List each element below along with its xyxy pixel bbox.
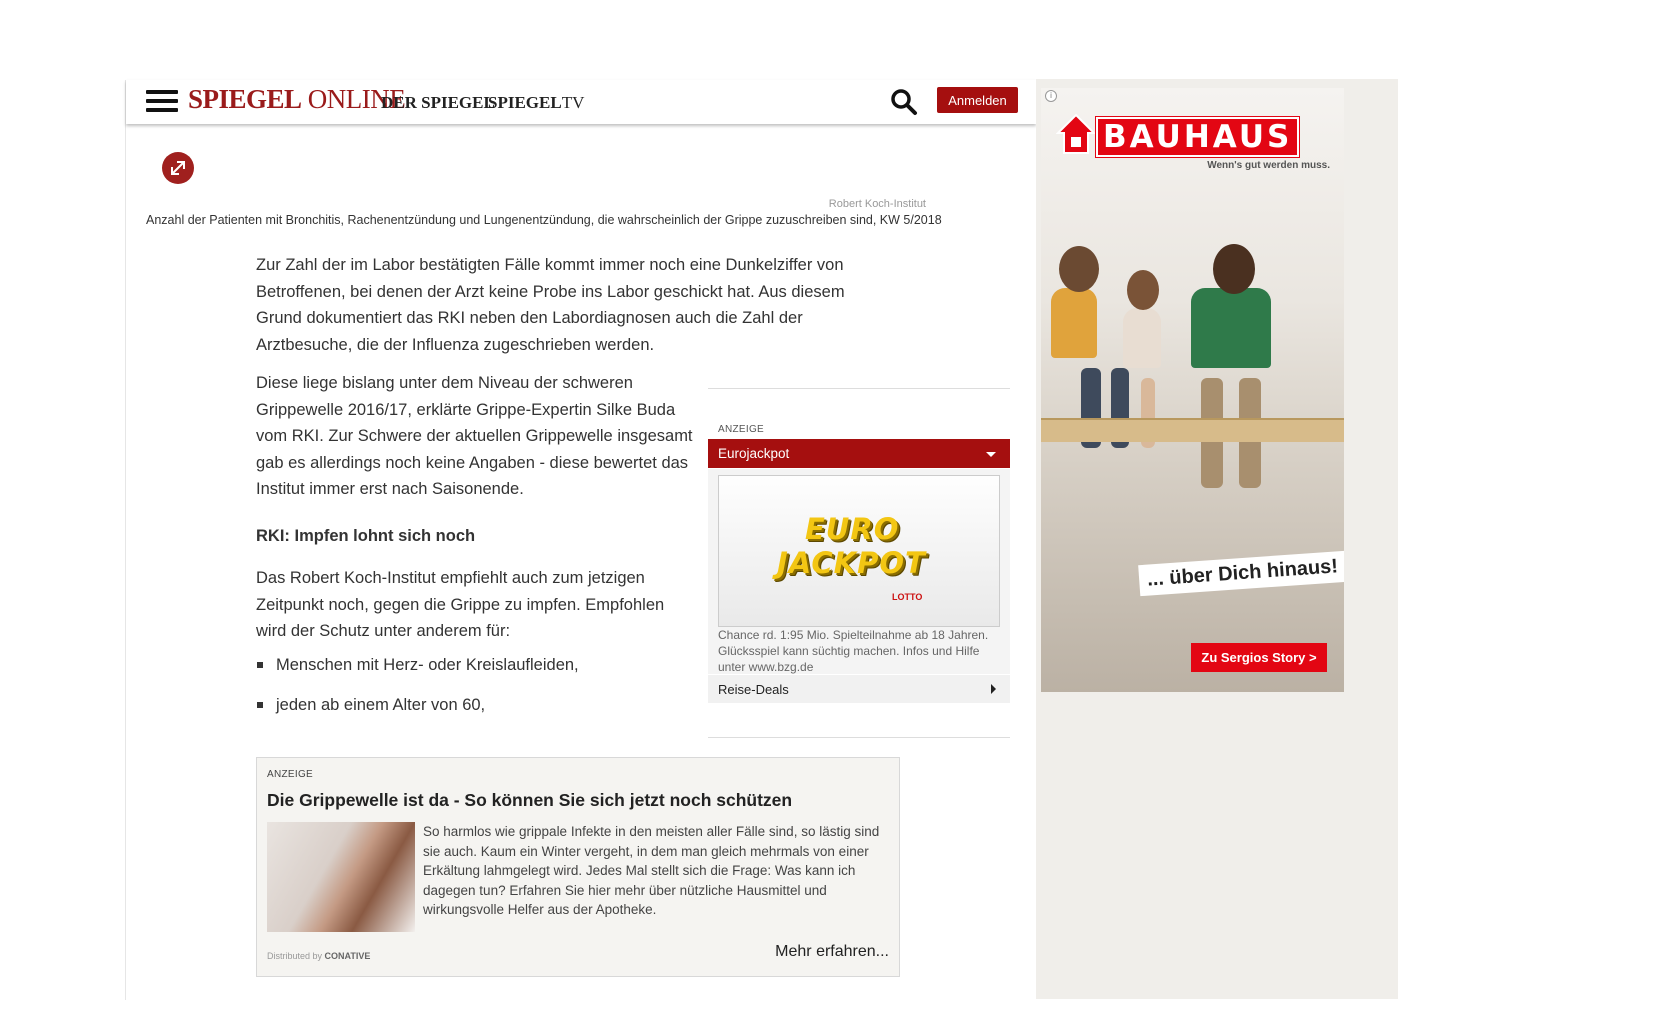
der-spiegel-link[interactable]: DER SPIEGEL [381, 93, 495, 112]
bauhaus-slogan: Wenn's gut werden muss. [1207, 160, 1330, 171]
ad-label: ANZEIGE [267, 769, 313, 780]
search-icon[interactable] [889, 87, 919, 117]
distributed-prefix: Distributed by [267, 951, 323, 961]
site-header [126, 80, 1036, 124]
login-button[interactable]: Anmelden [937, 87, 1018, 113]
bauhaus-logo-text: BAUHAUS [1096, 117, 1299, 157]
paragraph: Zur Zahl der im Labor bestätigten Fälle kommt immer noch eine Dunkelziffer von Betroffenen, bei denen der Arzt keine Probe ins Labor geschickt hat. Aus diesem Grund dokumentiert das RKI neben den Labordiagnosen auch die Zahl der Arztbesuche, die der Influenza zugeschrieben werden. [256, 256, 845, 354]
paragraph: Das Robert Koch-Institut empfiehlt auch zum jetzigen Zeitpunkt noch, gegen die Grippe zu impfen. Empfohlen wird der Schutz unter anderem für: [256, 569, 665, 640]
lottery-select-value: Eurojackpot [718, 446, 790, 461]
figure-caption: Anzahl der Patienten mit Bronchitis, Rachenentzündung und Lungenentzündung, die wahrscheinlich der Grippe zuzuschreiben sind, KW 5/2018 [146, 213, 942, 227]
sponsored-article [256, 757, 900, 977]
ad-cta-button[interactable]: Zu Sergios Story > [1191, 643, 1327, 672]
menu-icon[interactable] [146, 90, 178, 112]
spiegel-tv-bold: SPIEGEL [488, 93, 562, 112]
ad-tagline: ... über Dich hinaus! [1138, 551, 1344, 596]
sponsored-text: So harmlos wie grippale Infekte in den meisten aller Fälle sind, so lästig sind sie auch. Kaum ein Winter vergeht, in dem man gleich mehrmals von einer Erkältung lahmgelegt wird. Jedes Mal stellt sich die Frage: Was kann ich dagegen tun? Erfahren Sie hier mehr über nützliche Hausmittel und wirkungsvolle Helfer aus der Apotheke. [423, 824, 880, 917]
article-column [125, 80, 1036, 1000]
distributed-brand: CONATIVE [324, 951, 371, 961]
eurojackpot-logo-line2: JACKPOT [777, 546, 926, 580]
eurojackpot-logo-image[interactable] [718, 475, 1000, 627]
house-icon [1056, 113, 1096, 157]
lotto-brand-mark: LOTTO [892, 592, 923, 602]
spiegel-tv-light: TV [561, 93, 585, 112]
list-item: Menschen mit Herz- oder Kreislaufleiden, [256, 652, 696, 692]
chevron-right-icon [991, 684, 996, 694]
sponsored-thumbnail-image[interactable] [267, 822, 415, 932]
eurojackpot-logo-line1: EURO [805, 512, 900, 546]
lotto-widget [708, 388, 1010, 738]
expand-icon[interactable] [162, 152, 194, 184]
spiegel-online-logo[interactable] [188, 84, 405, 115]
list-item: jeden ab einem Alter von 60, [256, 692, 696, 732]
logo-light-text: ONLINE [307, 84, 406, 114]
ad-label: ANZEIGE [718, 424, 764, 435]
read-more-link[interactable]: Mehr erfahren... [775, 943, 889, 960]
spiegel-tv-link[interactable] [488, 93, 584, 113]
sponsored-title[interactable]: Die Grippewelle ist da - So können Sie sich jetzt noch schützen [267, 790, 793, 810]
lottery-select[interactable] [708, 439, 1010, 468]
lotto-panel [708, 469, 1010, 674]
logo-bold-text: SPIEGEL [188, 84, 302, 114]
paragraph: Diese liege bislang unter dem Niveau der schweren Grippewelle 2016/17, erklärte Grippe-Expertin Silke Buda vom RKI. Zur Schwere der aktuellen Grippewelle insgesamt gab es allerdings noch keine Angaben - diese bewertet das Institut immer erst nach Saisonende. [256, 374, 693, 498]
sidebar-ad-area [1036, 79, 1398, 999]
gambling-disclaimer: Chance rd. 1:95 Mio. Spielteilnahme ab 18 Jahren. Glücksspiel kann süchtig machen. Infos und Hilfe unter www.bzg.de [718, 628, 989, 674]
figure-credit: Robert Koch-Institut [828, 198, 926, 210]
reise-deals-label: Reise-Deals [718, 682, 789, 697]
bauhaus-ad-banner[interactable] [1041, 88, 1344, 692]
reise-deals-link[interactable] [708, 674, 1010, 703]
recommendation-list [256, 652, 696, 732]
chevron-down-icon [986, 452, 996, 457]
distributed-by [267, 951, 370, 961]
ad-photo-family [1041, 218, 1344, 458]
ad-info-icon[interactable]: i [1045, 90, 1057, 102]
subheading: RKI: Impfen lohnt sich noch [256, 527, 476, 545]
